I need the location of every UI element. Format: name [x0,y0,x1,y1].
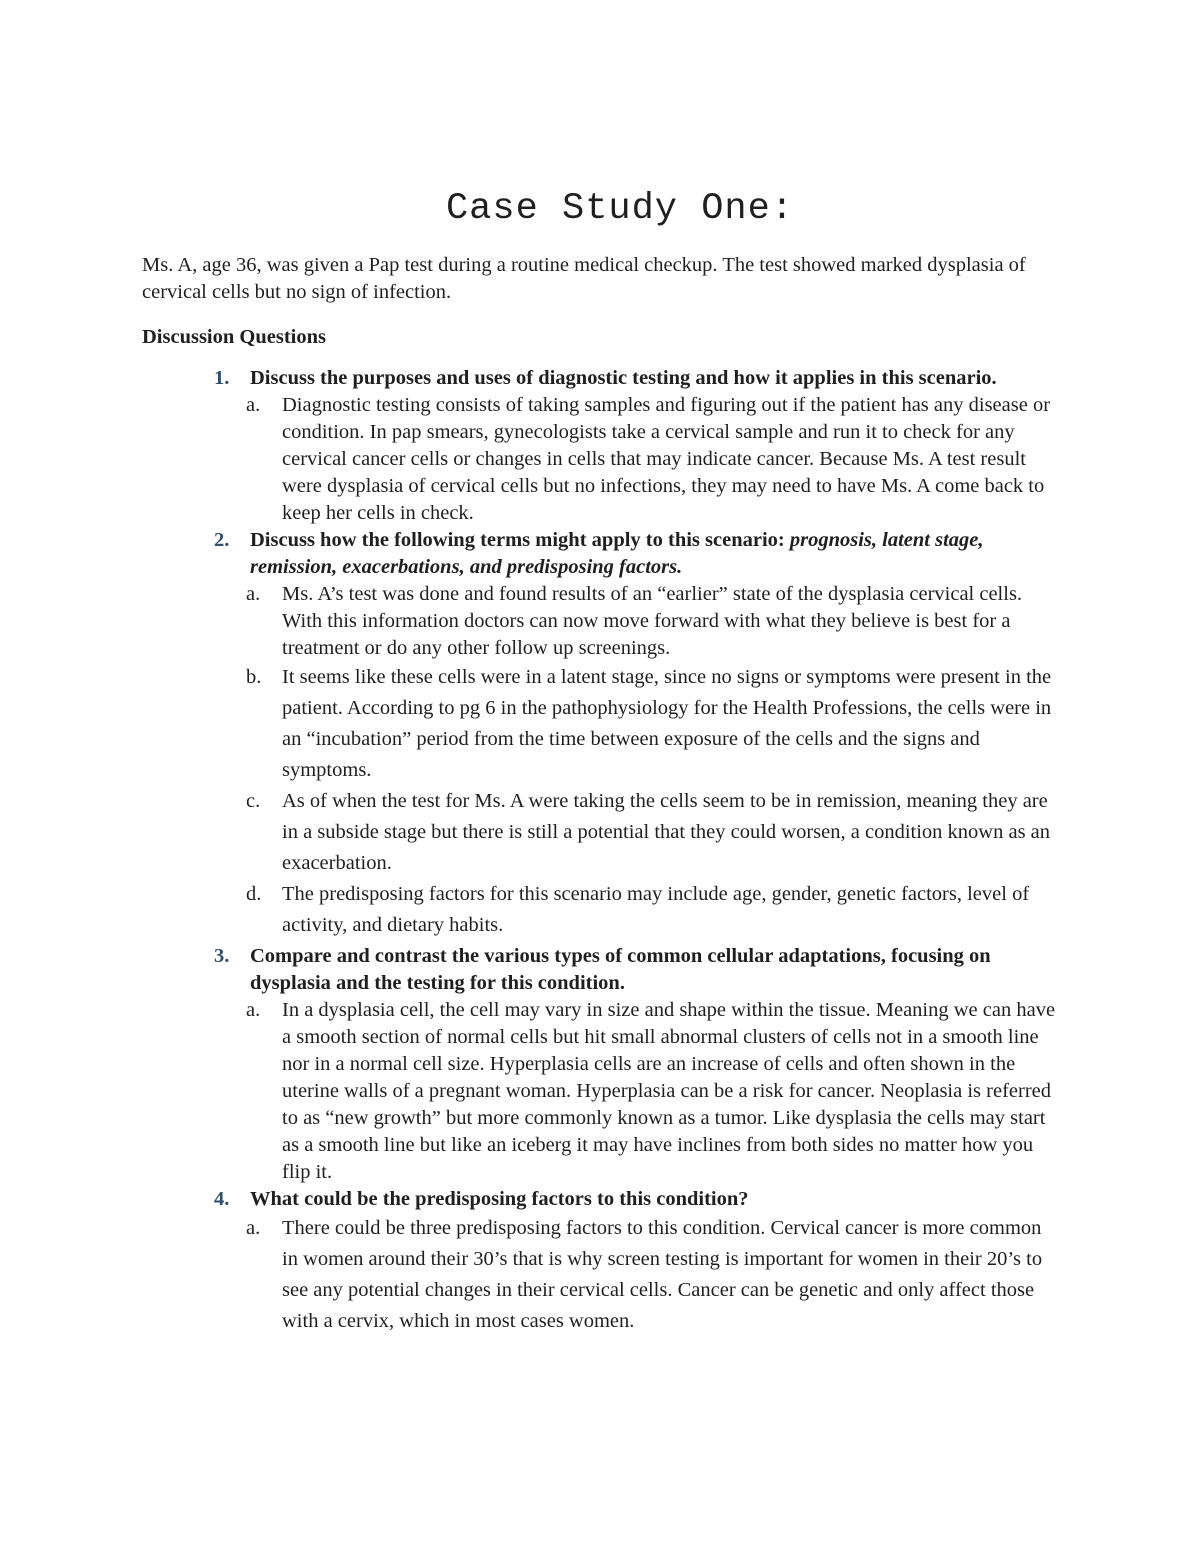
answer-text: In a dysplasia cell, the cell may vary in size and shape within the tissue. Meaning we can have a smooth section of normal cells but hit small abnormal clusters of cells not in a smooth line nor in a normal cell size. Hyperplasia cells are an increase of cells and often shown in the uterine walls of a pregnant woman. Hyperplasia can be a risk for cancer. Neoplasia is referred to as “new growth” but more commonly known as a tumor. Like dysplasia the cells may start as a smooth line but like an iceberg it may have inclines from both sides no matter how you flip it. [282,999,1056,1183]
answer-2a [142,581,1062,662]
question-text: Discuss how the following terms might apply to this scenario: [250,529,790,551]
answer-letter: b. [246,666,262,688]
question-number: 4. [214,1188,230,1210]
question-text: What could be the predisposing factors to this condition? [250,1188,749,1210]
question-number: 2. [214,529,230,551]
document-body [142,252,1062,1337]
answer-letter: a. [246,999,261,1021]
answer-text: Ms. A’s test was done and found results of an “earlier” state of the dysplasia cervical cells. With this information doctors can now move forward with what they believe is best for a treatment or do any other follow up screenings. [282,583,1023,659]
answer-2c [142,786,1062,879]
answer-letter: a. [246,394,261,416]
question-number: 1. [214,367,230,389]
answer-letter: a. [246,583,261,605]
question-text: Compare and contrast the various types of common cellular adaptations, focusing on dysplasia and the testing for this condition. [250,945,991,994]
answer-4a [142,1213,1062,1337]
question-4 [142,1186,1062,1213]
answer-2b [142,662,1062,786]
question-text: Discuss the purposes and uses of diagnostic testing and how it applies in this scenario. [250,367,997,389]
answer-text: It seems like these cells were in a latent stage, since no signs or symptoms were present in the patient. According to pg 6 in the pathophysiology for the Health Professions, the cells were in an “incubation” period from the time between exposure of the cells and the signs and symptoms. [282,666,1052,781]
question-1 [142,365,1062,392]
answer-letter: c. [246,790,261,812]
page-title: Case Study One: [445,188,795,230]
question-3 [142,943,1062,997]
question-2 [142,527,1062,581]
answer-3a [142,997,1062,1186]
question-number: 3. [214,945,230,967]
discussion-heading: Discussion Questions [142,326,326,348]
answer-text: The predisposing factors for this scenario may include age, gender, genetic factors, level of activity, and dietary habits. [282,883,1030,936]
answer-2d [142,879,1062,941]
answer-letter: a. [246,1217,261,1239]
question-terms: prognosis, latent stage, remission, exacerbations, and predisposing factors. [250,529,984,578]
answer-letter: d. [246,883,262,905]
intro-paragraph: Ms. A, age 36, was given a Pap test during a routine medical checkup. The test showed marked dysplasia of cervical cells but no sign of infection. [142,254,1026,303]
answer-1a [142,392,1062,527]
answer-text: As of when the test for Ms. A were taking the cells seem to be in remission, meaning they are in a subside stage but there is still a potential that they could worsen, a condition known as an exacerbation. [282,790,1051,874]
answer-text: Diagnostic testing consists of taking samples and figuring out if the patient has any disease or condition. In pap smears, gynecologists take a cervical sample and run it to check for any cervical cancer cells or changes in cells that may indicate cancer. Because Ms. A test result were dysplasia of cervical cells but no infections, they may need to have Ms. A come back to keep her cells in check. [282,394,1051,524]
answer-text: There could be three predisposing factors to this condition. Cervical cancer is more common in women around their 30’s that is why screen testing is important for women in their 20’s to see any potential changes in their cervical cells. Cancer can be genetic and only affect those with a cervix, which in most cases women. [282,1217,1043,1332]
